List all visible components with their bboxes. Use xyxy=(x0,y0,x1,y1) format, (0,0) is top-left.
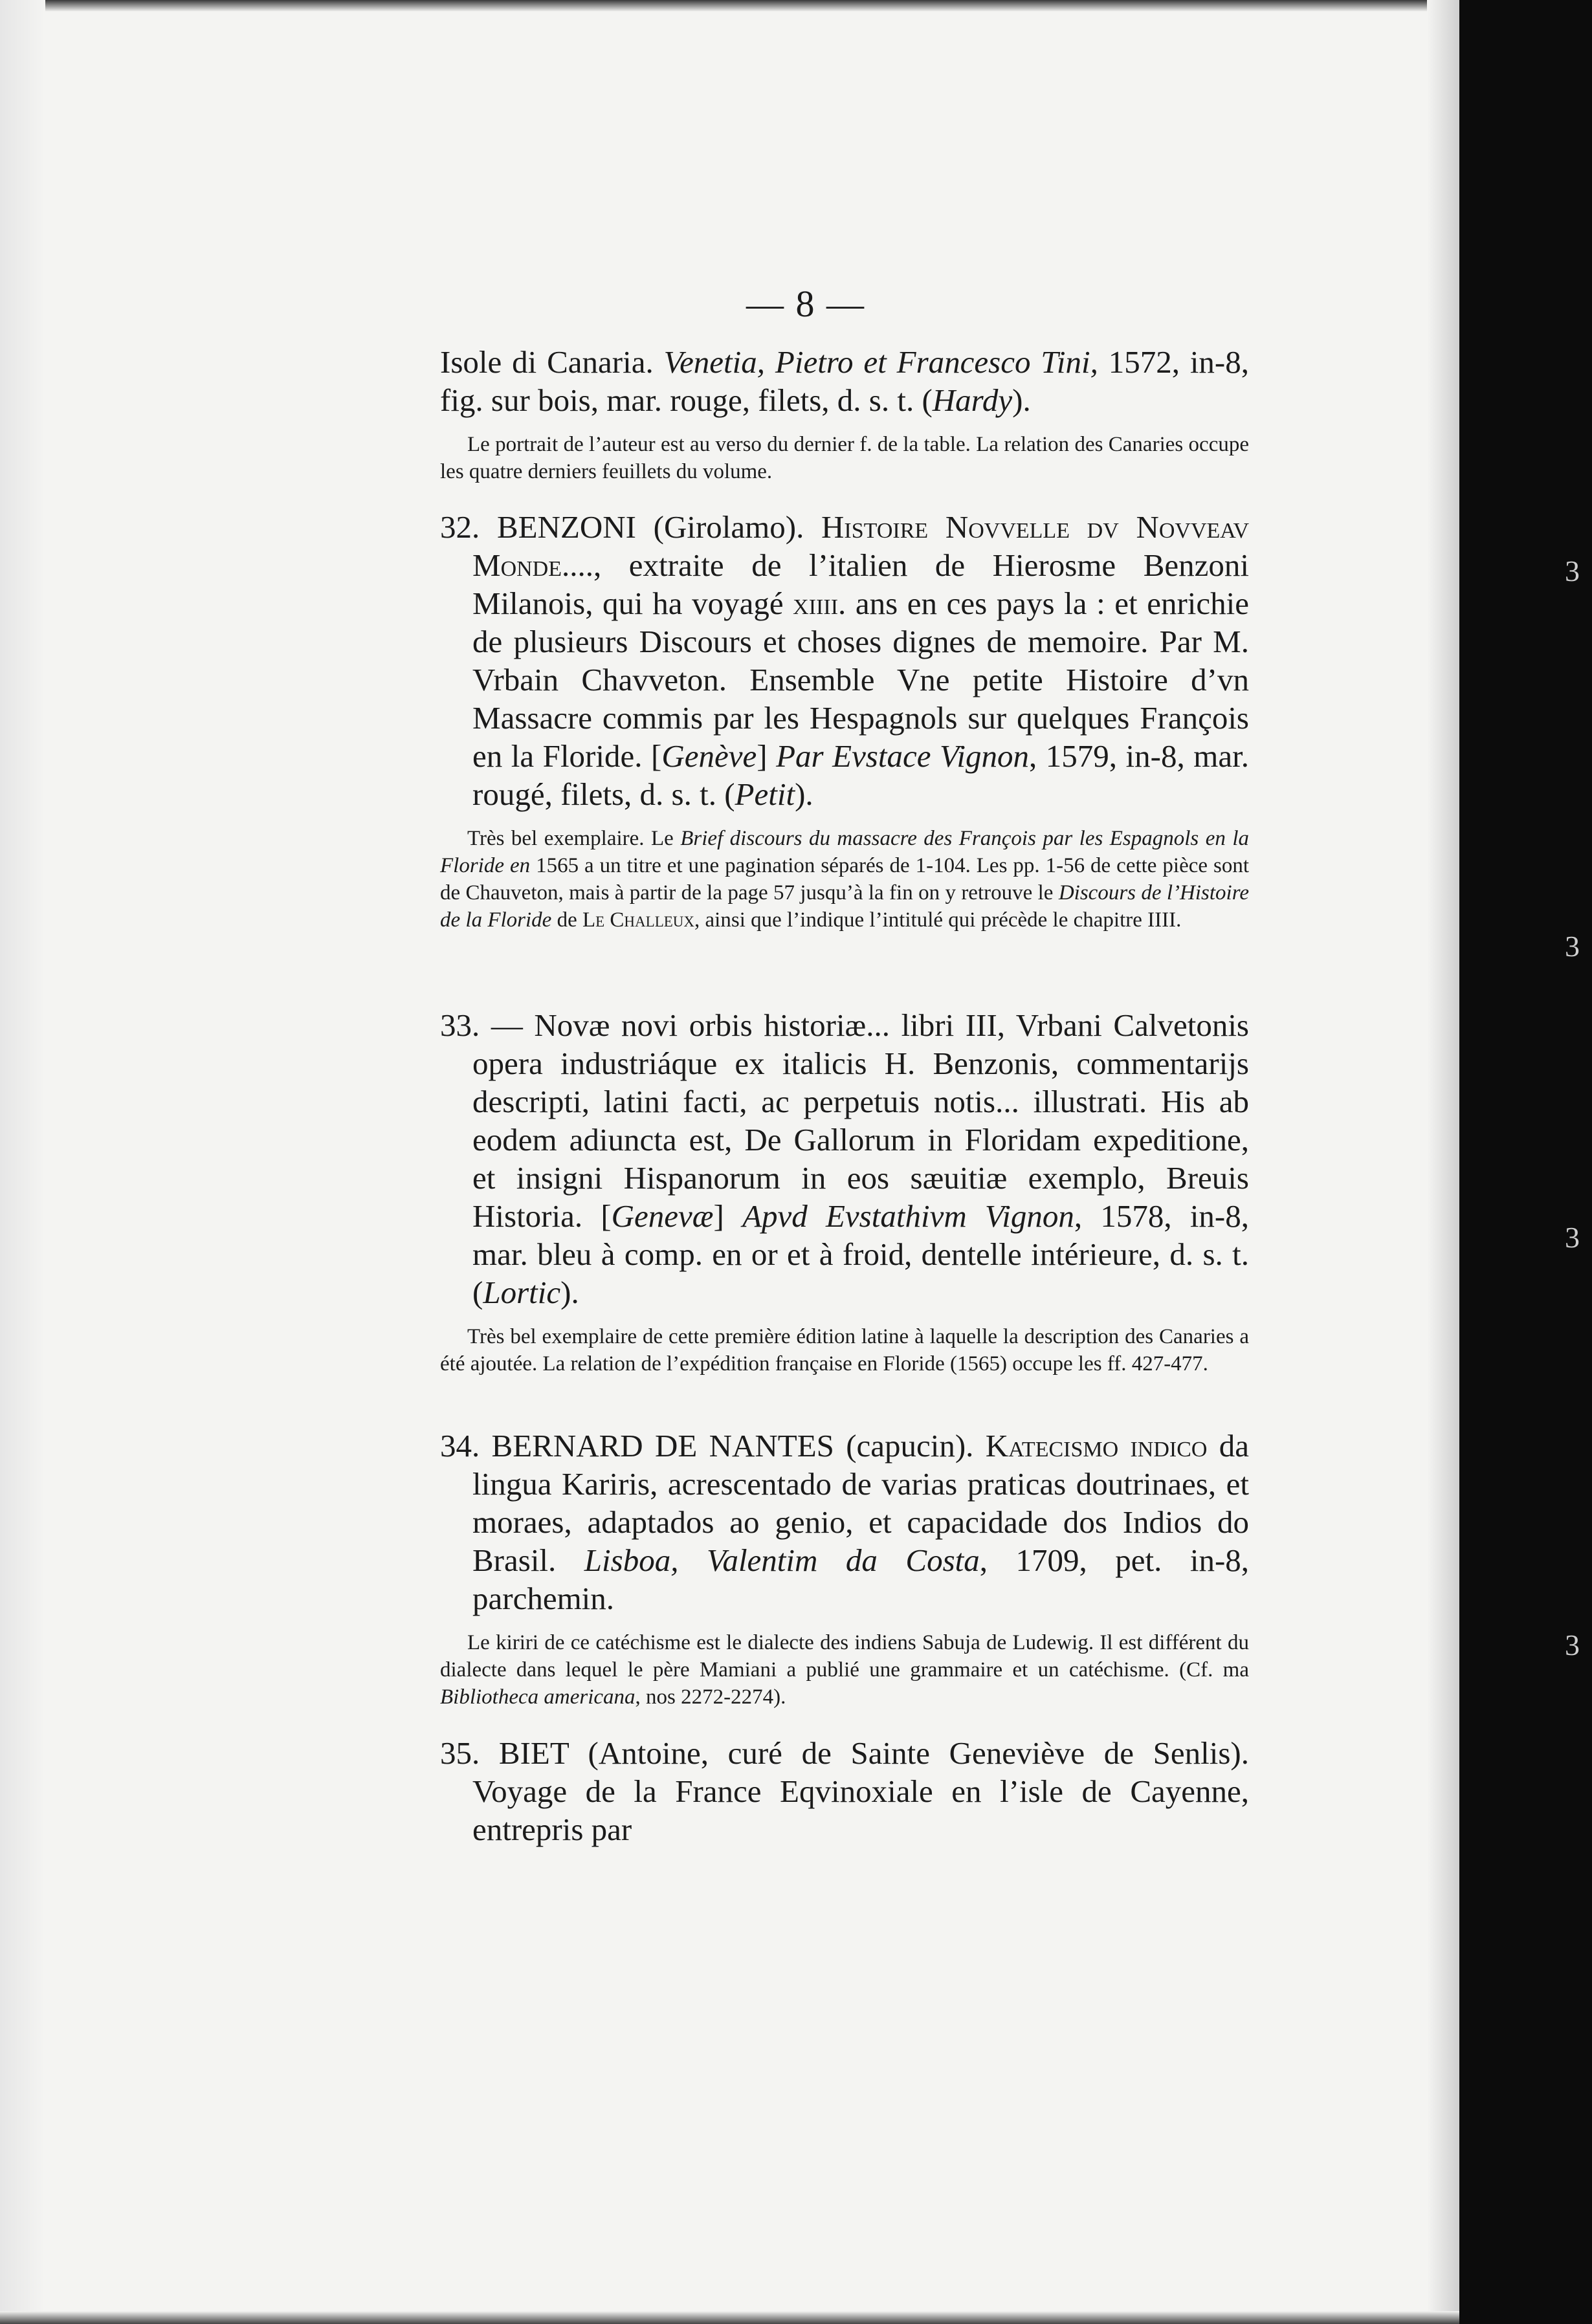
margin-mark: 3 xyxy=(1565,930,1580,963)
entry-34 xyxy=(440,1427,1249,1711)
scan-gutter-shadow xyxy=(1427,0,1459,2324)
entry-33 xyxy=(440,1006,1249,1377)
entry-note: Très bel exemplaire de cette première édition latine à laquelle la description des Canaries a été ajoutée. La relation de l’expédition française en Floride (1565) occupe les ff. 427-477. xyxy=(440,1325,1249,1376)
entry-continuation xyxy=(440,343,1249,485)
scan-bottom-edge xyxy=(0,2311,1459,2324)
page-folio: — 8 — xyxy=(746,283,865,325)
entry-text: 35. BIET (Antoine, curé de Sainte Geneviève de Senlis). Voyage de la France Eqvinoxiale en l’isle de Cayenne, entrepris par xyxy=(440,1735,1249,1847)
entry-note: Le portrait de l’auteur est au verso du dernier f. de la table. La relation des Canaries occupe les quatre derniers feuillets du volume. xyxy=(440,433,1249,483)
entry-text: 32. BENZONI (Girolamo). Histoire Novvelle dv Novveav Monde...., extraite de l’italien de Hierosme Benzoni Milanois, qui ha voyagé xiiii. ans en ces pays la : et enrichie de plusieurs Discours et choses dignes de memoire. Par M. Vrbain Chavveton. Ensemble Vne petite Histoire d’vn Massacre commis par les Hespagnols sur quelques François en la Floride. [Genève] Par Evstace Vignon, 1579, in-8, mar. rougé, filets, d. s. t. (Petit). xyxy=(440,509,1249,812)
margin-mark: 3 xyxy=(1565,1628,1580,1661)
margin-mark: 3 xyxy=(1565,554,1580,587)
entry-text: 34. BERNARD DE NANTES (capucin). Katecismo indico da lingua Kariris, acrescentado de varias praticas doutrinaes, et moraes, adaptados ao genio, et capacidade dos Indios do Brasil. Lisboa, Valentim da Costa, 1709, pet. in-8, parchemin. xyxy=(440,1428,1250,1616)
entry-35 xyxy=(440,1734,1249,1848)
entry-note: Très bel exemplaire. Le Brief discours du massacre des François par les Espagnols en la Floride en 1565 a un titre et une pagination séparés de 1-104. Les pp. 1-56 de cette pièce sont de Chauveton, mais à partir de la page 57 jusqu’à la fin on y retrouve le Discours de l’Histoire de la Floride de Le Challeux, ainsi que l’indique l’intitulé qui précède le chapitre IIII. xyxy=(440,827,1250,932)
entry-text: Isole di Canaria. Venetia, Pietro et Francesco Tini, 1572, in-8, fig. sur bois, mar. rouge, filets, d. s. t. (Hardy). xyxy=(440,344,1249,418)
scan-top-edge xyxy=(0,0,1459,12)
scan-left-edge xyxy=(0,0,45,2324)
entry-text: 33. — Novæ novi orbis historiæ... libri III, Vrbani Calvetonis opera industriáque ex italicis H. Benzonis, commentarijs descripti, latini facti, ac perpetuis notis... illustrati. His ab eodem adiuncta est, De Gallorum in Floridam expeditione, et insigni Hispanorum in eos sæuitiæ exemplo, Breuis Historia. [Genevæ] Apvd Evstathivm Vignon, 1578, in-8, mar. bleu à comp. en or et à froid, dentelle intérieure, d. s. t. (Lortic). xyxy=(440,1007,1249,1310)
margin-mark: 3 xyxy=(1565,1221,1580,1254)
entry-32 xyxy=(440,508,1249,934)
entry-note: Le kiriri de ce catéchisme est le dialecte des indiens Sabuja de Ludewig. Il est différent du dialecte dans lequel le père Mamiani a publié une grammaire et un catéchisme. (Cf. ma Bibliotheca americana, nos 2272-2274). xyxy=(440,1631,1249,1709)
